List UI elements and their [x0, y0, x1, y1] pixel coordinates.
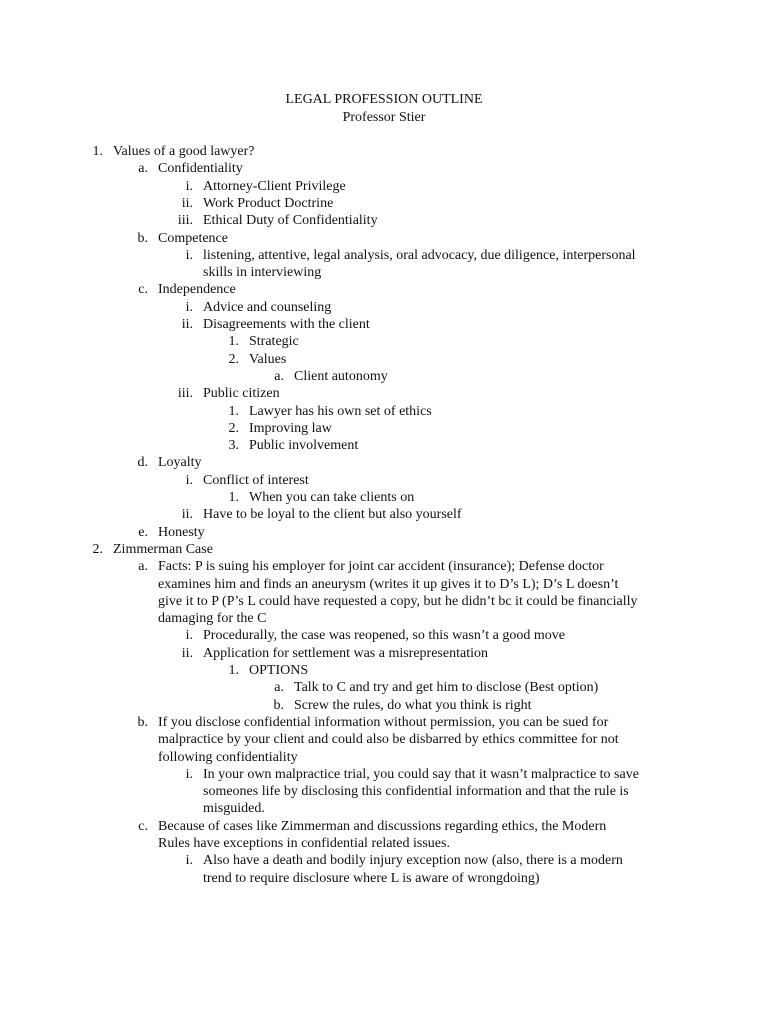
- outline-marker: 3.: [228, 438, 239, 454]
- outline-item-text: Ethical Duty of Confidentiality: [203, 213, 378, 229]
- outline-item-text: OPTIONS: [249, 663, 309, 678]
- outline-marker: iii.: [177, 386, 193, 402]
- outline-item-text: trend to require disclosure where L is aware of wrongdoing): [203, 870, 540, 886]
- outline-marker: iii.: [177, 213, 193, 229]
- document-subtitle: Professor Stier: [342, 110, 426, 125]
- outline-item-text: Public involvement: [249, 438, 359, 454]
- outline-item-text: Honesty: [158, 524, 205, 540]
- outline-item-text: Values: [249, 351, 287, 367]
- outline-marker: e.: [138, 524, 148, 540]
- outline-item-text: Values of a good lawyer?: [113, 144, 255, 159]
- outline-item-text: malpractice by your client and could also be disbarred by ethics committee for not: [158, 732, 619, 748]
- outline-item-text: When you can take clients on: [249, 490, 415, 505]
- outline-marker: 1.: [228, 663, 239, 678]
- outline-item-text: Facts: P is suing his employer for joint car accident (insurance); Defense doctor: [158, 559, 604, 575]
- outline-marker: a.: [274, 368, 284, 384]
- outline-item-text: following confidentiality: [158, 749, 298, 765]
- outline-item-text: Loyalty: [158, 455, 202, 471]
- outline-marker: d.: [137, 455, 148, 471]
- outline-item-text: skills in interviewing: [203, 265, 322, 281]
- outline-marker: 2.: [228, 351, 239, 367]
- outline-item-text: In your own malpractice trial, you could say that it wasn’t malpractice to save: [203, 766, 639, 782]
- outline-item-text: Lawyer has his own set of ethics: [249, 403, 432, 419]
- outline-marker: a.: [138, 161, 148, 177]
- outline-item-text: Attorney-Client Privilege: [203, 178, 346, 194]
- outline-marker: ii.: [181, 507, 193, 523]
- outline-marker: i.: [185, 766, 193, 782]
- outline-item-text: Work Product Doctrine: [203, 195, 334, 211]
- outline-item-text: give it to P (P’s L could have requested a copy, but he didn’t bc it could be financially: [158, 593, 638, 609]
- outline-marker: i.: [185, 178, 193, 194]
- outline-marker: c.: [138, 282, 148, 298]
- outline-marker: b.: [137, 714, 148, 730]
- outline-marker: a.: [138, 559, 148, 575]
- outline-marker: ii.: [181, 317, 193, 332]
- outline-marker: c.: [138, 818, 148, 834]
- outline-marker: a.: [274, 680, 284, 696]
- document-title: LEGAL PROFESSION OUTLINE: [285, 92, 483, 107]
- outline-item-text: Application for settlement was a misrepresentation: [203, 645, 488, 661]
- outline-item-text: If you disclose confidential information without permission, you can be sued for: [158, 714, 609, 730]
- outline-item-text: Zimmerman Case: [113, 541, 213, 557]
- outline-marker: 1.: [228, 403, 239, 419]
- outline-marker: 1.: [228, 490, 239, 505]
- outline-item-text: Public citizen: [203, 386, 280, 402]
- outline-item-text: Rules have exceptions in confidential related issues.: [158, 836, 450, 851]
- outline-item-text: damaging for the C: [158, 611, 267, 627]
- outline-marker: 1.: [228, 334, 239, 350]
- outline-marker: 2.: [92, 541, 103, 557]
- outline-marker: b.: [137, 230, 148, 246]
- outline-item-text: Disagreements with the client: [203, 317, 370, 332]
- outline-marker: i.: [185, 628, 193, 644]
- outline-item-text: Also have a death and bodily injury exception now (also, there is a modern: [203, 853, 623, 869]
- outline-marker: i.: [185, 472, 193, 488]
- outline-item-text: Procedurally, the case was reopened, so this wasn’t a good move: [203, 628, 565, 644]
- outline-marker: ii.: [181, 645, 193, 661]
- outline-item-text: Confidentiality: [158, 161, 243, 177]
- outline-marker: i.: [185, 299, 193, 315]
- outline-item-text: Have to be loyal to the client but also yourself: [203, 507, 462, 523]
- outline-item-text: Improving law: [249, 420, 332, 436]
- outline-marker: b.: [273, 697, 284, 713]
- outline-item-text: Independence: [158, 282, 236, 298]
- outline-item-text: someones life by disclosing this confidential information and that the rule is: [203, 784, 629, 800]
- outline-item-text: Talk to C and try and get him to disclose (Best option): [294, 680, 599, 696]
- outline-item-text: Competence: [158, 230, 228, 246]
- outline-marker: ii.: [181, 195, 193, 211]
- outline-item-text: Advice and counseling: [203, 299, 332, 315]
- outline-marker: i.: [185, 853, 193, 869]
- outline-item-text: listening, attentive, legal analysis, oral advocacy, due diligence, interpersonal: [203, 247, 636, 263]
- outline-marker: 1.: [92, 144, 103, 159]
- outline-marker: i.: [185, 247, 193, 263]
- outline-marker: 2.: [228, 420, 239, 436]
- outline-item-text: examines him and finds an aneurysm (writes it up gives it to D’s L); D’s L doesn’t: [158, 576, 619, 592]
- outline-item-text: Client autonomy: [294, 368, 388, 384]
- outline-item-text: Conflict of interest: [203, 472, 309, 488]
- outline-item-text: Strategic: [249, 334, 299, 350]
- outline-item-text: misguided.: [203, 801, 265, 817]
- outline-item-text: Because of cases like Zimmerman and discussions regarding ethics, the Modern: [158, 818, 607, 834]
- outline-item-text: Screw the rules, do what you think is right: [294, 697, 532, 713]
